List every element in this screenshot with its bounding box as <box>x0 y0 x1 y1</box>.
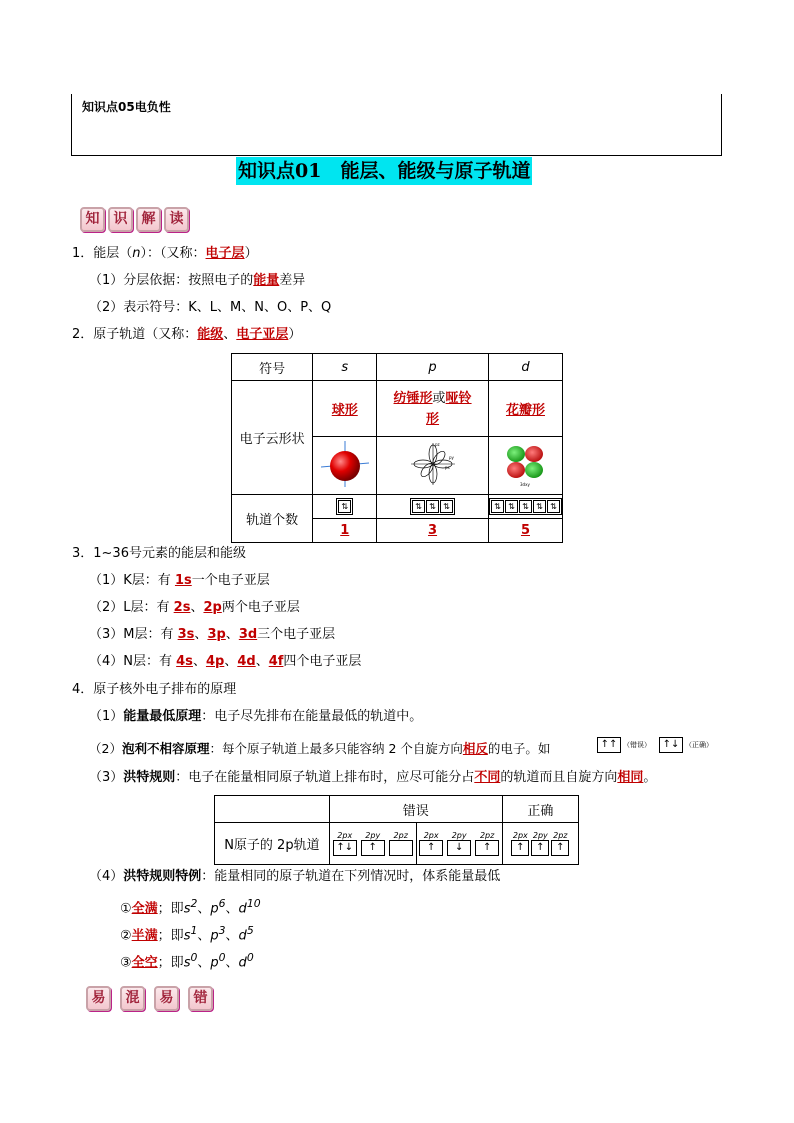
th-p: p <box>377 354 489 381</box>
count-label: 轨道个数 <box>232 495 313 543</box>
th-symbol: 符号 <box>232 354 313 381</box>
svg-text:3dxy: 3dxy <box>520 481 531 487</box>
hund-table <box>214 795 579 865</box>
hund-wrong-1: 2px ↑↓ 2py ↑ 2pz <box>329 823 416 865</box>
toc-box <box>71 94 722 156</box>
petal-orbital-icon <box>497 439 553 489</box>
hund-wrong-2: 2px ↑ 2py ↓ 2pz ↑ <box>416 823 502 865</box>
s4b-line: （2）泡利不相容原理：每个原子轨道上最多只能容纳 2 个自旋方向相反的电子。如 <box>89 741 551 756</box>
dumbbell-orbital-icon <box>405 439 461 489</box>
th-wrong: 错误 <box>329 796 502 823</box>
pauli-examples: ↑↑ （错误） ↑↓ （正确） <box>597 737 713 753</box>
s-boxes: ⇅ <box>336 498 353 515</box>
th-right: 正确 <box>502 796 578 823</box>
section-title: 知识点01 能层、能级与原子轨道 <box>236 157 532 185</box>
shape-label: 电子云形状 <box>232 381 313 495</box>
s3b-line: （2）L层：有 2s、2p两个电子亚层 <box>89 600 300 615</box>
badge-char: 解 <box>136 207 161 232</box>
th-d: d <box>488 354 562 381</box>
p-orbital-image <box>377 437 489 495</box>
answer: 电子亚层 <box>236 327 289 342</box>
th-s: s <box>313 354 377 381</box>
s4d2-line: ②半满；即$s^1$、$p^3$、$d^5$ <box>120 924 254 944</box>
badge-char: 易 <box>154 986 179 1011</box>
s4c-line: （3）洪特规则：电子在能量相同原子轨道上排布时，应尽可能分占不同的轨道而且自旋方向相同。 <box>89 770 657 785</box>
s4d1-line: ①全满；即$s^2$、$p^6$、$d^{10}$ <box>120 897 261 917</box>
badge-char: 错 <box>188 986 213 1011</box>
s-orbital-image <box>313 437 377 495</box>
answer: 能级 <box>197 327 224 342</box>
answer: 电子层 <box>205 246 245 261</box>
badge-char: 读 <box>164 207 189 232</box>
s4-line: 4．原子核外电子排布的原理 <box>72 682 237 697</box>
count-p: 3 <box>428 523 438 538</box>
shape-s: 球形 <box>331 403 358 418</box>
s3-line: 3．1~36号元素的能层和能级 <box>72 546 246 561</box>
badge-char: 易 <box>86 986 111 1011</box>
d-boxes: ⇅ ⇅ ⇅ ⇅ ⇅ <box>489 498 562 515</box>
svg-text:px: px <box>444 464 450 470</box>
badge-mistakes <box>86 986 213 1011</box>
answer: 能量 <box>253 273 280 288</box>
s4d3-line: ③全空；即$s^0$、$p^0$、$d^0$ <box>120 951 254 971</box>
shape-p-a: 纺锤形 <box>393 390 433 406</box>
hund-row-label: N原子的 2p轨道 <box>215 823 330 865</box>
s3d-line: （4）N层：有 4s、4p、4d、4f四个电子亚层 <box>89 654 362 669</box>
s2-line: 2．原子轨道（又称：能级、电子亚层） <box>72 327 302 342</box>
s4d-line: （4）洪特规则特例：能量相同的原子轨道在下列情况时，体系能量最低 <box>89 869 501 884</box>
badge-char: 知 <box>80 207 105 232</box>
hund-right: 2px ↑ 2py ↑ 2pz ↑ <box>502 823 578 865</box>
count-d: 5 <box>520 523 530 538</box>
d-orbital-image <box>488 437 562 495</box>
s1b-line: （2）表示符号：K、L、M、N、O、P、Q <box>89 300 332 315</box>
badge-knowledge <box>80 207 189 232</box>
s1-line: 1．能层（n）：（又称：电子层） <box>72 246 258 261</box>
shape-d: 花瓣形 <box>505 403 545 418</box>
s1a-line: （1）分层依据：按照电子的能量差异 <box>89 273 306 288</box>
sphere-orbital-icon <box>317 439 373 489</box>
orbital-table: 符号 s p d 电子云形状 球形 纺锤形或哑铃 形 花瓣形 pz py px 3dxy 轨道个数 ⇅ ⇅ ⇅ ⇅ ⇅ ⇅ ⇅ ⇅ ⇅ 1 3 5 <box>231 353 563 543</box>
badge-char: 识 <box>108 207 133 232</box>
badge-char: 混 <box>120 986 145 1011</box>
count-s: 1 <box>340 523 350 538</box>
svg-text:py: py <box>448 454 454 460</box>
s3a-line: （1）K层：有 1s一个电子亚层 <box>89 573 270 588</box>
toc-item: 知识点05电负性 <box>82 100 171 114</box>
s3c-line: （3）M层：有 3s、3p、3d三个电子亚层 <box>89 627 336 642</box>
p-boxes: ⇅ ⇅ ⇅ <box>410 498 455 515</box>
svg-text:pz: pz <box>434 441 440 447</box>
s4a-line: （1）能量最低原理：电子尽先排布在能量最低的轨道中。 <box>89 709 423 724</box>
